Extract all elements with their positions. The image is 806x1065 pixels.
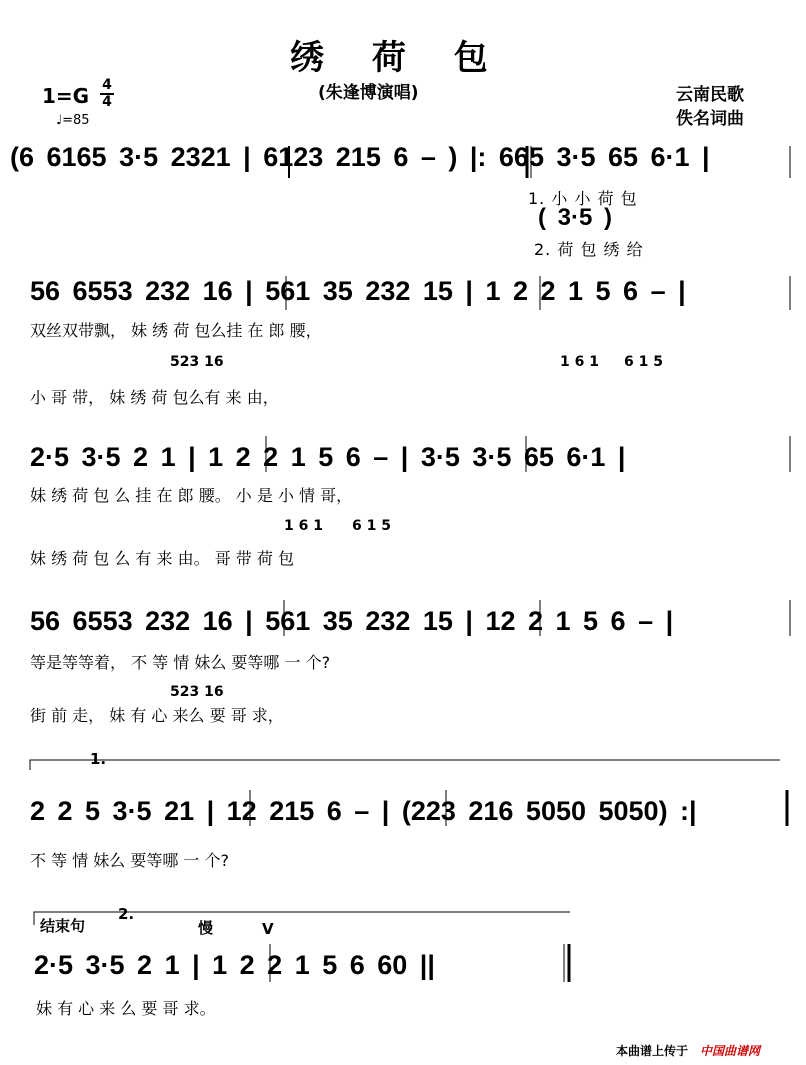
time-signature-top: 4 bbox=[102, 77, 112, 93]
lyricist-credit: 佚名词曲 bbox=[676, 109, 744, 129]
system-3-lyric-1: 妹 绣 荷 包 么 挂 在 郎 腰。 小 是 小 情 哥， bbox=[30, 486, 353, 505]
system-5-lyric-1: 不 等 情 妹么 要等哪 一 个? bbox=[30, 851, 230, 870]
ending-label: 结束句 bbox=[40, 917, 86, 935]
origin-credit: 云南民歌 bbox=[676, 85, 744, 105]
system-4-lyric-1: 等是等等着， 不 等 情 妹么 要等哪 一 个? bbox=[30, 653, 331, 672]
system-3-grace-1: 1 6 1 bbox=[284, 518, 323, 534]
system-2-lyric-2: 小 哥 带， 妹 绣 荷 包么有 来 由， bbox=[30, 388, 279, 407]
singer-credit: (朱逢博演唱) bbox=[318, 83, 419, 103]
system-3-grace-2: 6 1 5 bbox=[352, 518, 391, 534]
system-4-grace-1: 523 16 bbox=[170, 684, 224, 700]
time-signature-bottom: 4 bbox=[100, 93, 114, 110]
system-3-notes: 2·5 3·5 2 1 | 1 2 2 1 5 6 – | 3·5 3·5 65 6·1 | bbox=[30, 442, 626, 472]
site-logo: 中国曲谱网 bbox=[700, 1044, 761, 1058]
system-2-lyric-1: 双丝双带飘， 妹 绣 荷 包么挂 在 郎 腰， bbox=[30, 321, 322, 340]
system-4-notes: 56 6553 232 16 | 561 35 232 15 | 12 2 1 5 6 – | bbox=[30, 606, 674, 636]
system-2-grace-1: 523 16 bbox=[170, 354, 224, 370]
volta-1-label: 1. bbox=[90, 750, 107, 768]
system-1-alt-notes: ( 3·5 ) bbox=[538, 204, 613, 231]
system-2-grace-3: 6 1 5 bbox=[624, 354, 663, 370]
volta-2-bracket bbox=[34, 912, 570, 925]
key-signature: 1=G bbox=[42, 84, 90, 108]
breath-mark: V bbox=[262, 920, 274, 938]
system-1-notes: (6 6165 3·5 2321 | 6123 215 6 – ) |: 665 3·5 65 6·1 | bbox=[10, 142, 710, 172]
upload-notice: 本曲谱上传于 bbox=[616, 1044, 689, 1058]
system-2-grace-2: 1 6 1 bbox=[560, 354, 599, 370]
tempo-marking: ♩=85 bbox=[56, 113, 90, 128]
system-6-notes: 2·5 3·5 2 1 | 1 2 2 1 5 6 60 || bbox=[34, 950, 435, 980]
volta-1-bracket bbox=[30, 760, 780, 770]
system-1-lyric-2: 2. 荷 包 绣 给 bbox=[534, 240, 644, 259]
tempo-word-slow: 慢 bbox=[198, 919, 214, 937]
volta-2-label: 2. bbox=[118, 905, 135, 923]
system-1-lyric-1: 1. 小 小 荷 包 bbox=[528, 189, 638, 208]
system-2-notes: 56 6553 232 16 | 561 35 232 15 | 1 2 2 1 5 6 – | bbox=[30, 276, 686, 306]
system-6-lyric-1: 妹 有 心 来 么 要 哥 求。 bbox=[36, 999, 216, 1018]
system-4-lyric-2: 街 前 走， 妹 有 心 来么 要 哥 求， bbox=[30, 706, 284, 725]
system-3-lyric-2: 妹 绣 荷 包 么 有 来 由。 哥 带 荷 包 bbox=[30, 549, 294, 568]
system-5-notes: 2 2 5 3·5 21 | 12 215 6 – | (223 216 5050 5050) :| bbox=[30, 796, 697, 826]
song-title: 绣 荷 包 bbox=[290, 38, 506, 78]
